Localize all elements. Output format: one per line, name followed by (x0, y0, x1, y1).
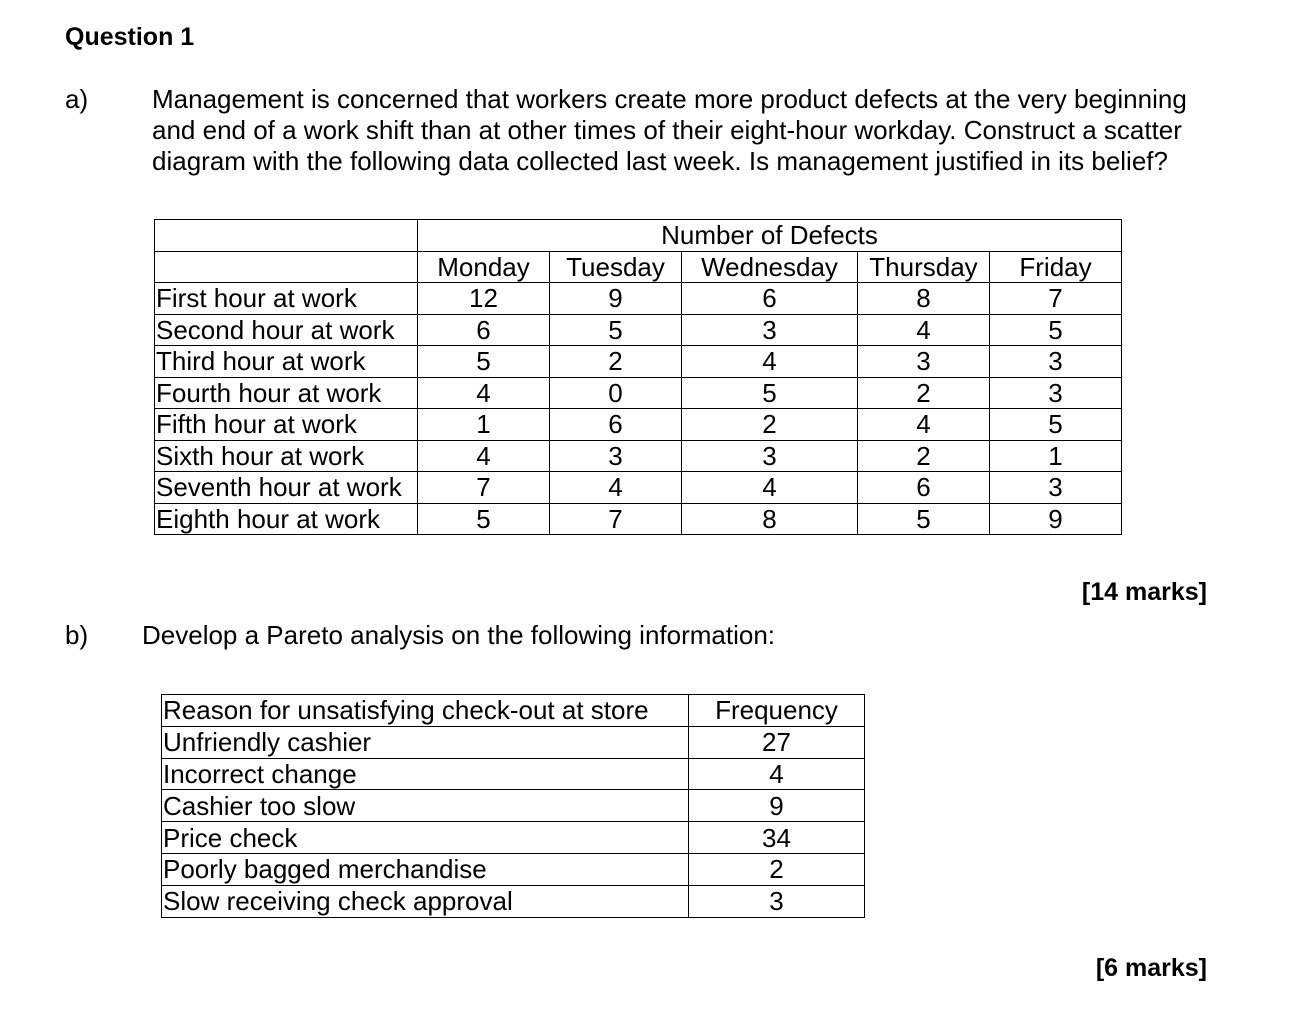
defects-row (155, 283, 1122, 315)
defect-count: 9 (550, 283, 682, 315)
defect-count: 7 (990, 283, 1122, 315)
reason-cell: Incorrect change (162, 758, 689, 790)
reason-cell: Cashier too slow (162, 790, 689, 822)
defect-count: 4 (418, 377, 550, 409)
defect-count: 8 (682, 503, 858, 535)
defect-count: 1 (418, 409, 550, 441)
part-a-text: Management is concerned that workers create more product defects at the very beginning and end of a work shift than at other times of their eight-hour workday. Construct a scatter diagram with the following data collected last week. Is management justified in its belief? (152, 84, 1187, 176)
defects-group-header-row (155, 220, 1122, 252)
reason-cell: Poorly bagged merchandise (162, 853, 689, 885)
defect-count: 6 (418, 314, 550, 346)
defect-count: 7 (418, 472, 550, 504)
defect-count: 5 (418, 346, 550, 378)
empty-header-cell (155, 251, 418, 283)
defect-count: 4 (418, 440, 550, 472)
hour-label: Eighth hour at work (155, 503, 418, 535)
reason-cell: Unfriendly cashier (162, 726, 689, 758)
frequency-header: Frequency (689, 695, 865, 727)
empty-header-cell (155, 220, 418, 252)
pareto-row (162, 885, 865, 917)
pareto-row (162, 790, 865, 822)
defect-count: 2 (550, 346, 682, 378)
defect-count: 6 (858, 472, 990, 504)
day-header: Wednesday (682, 251, 858, 283)
pareto-row (162, 822, 865, 854)
day-header: Monday (418, 251, 550, 283)
defect-count: 6 (550, 409, 682, 441)
defects-day-header-row (155, 251, 1122, 283)
part-b-label: b) (65, 620, 89, 650)
part-a-marks: [14 marks] (1081, 578, 1207, 606)
defect-count: 5 (418, 503, 550, 535)
defect-count: 5 (990, 409, 1122, 441)
defect-count: 4 (858, 314, 990, 346)
pareto-header-row (162, 695, 865, 727)
hour-label: Sixth hour at work (155, 440, 418, 472)
defects-row (155, 346, 1122, 378)
defect-count: 3 (990, 472, 1122, 504)
defect-count: 3 (990, 346, 1122, 378)
pareto-row (162, 853, 865, 885)
hour-label: Fourth hour at work (155, 377, 418, 409)
day-header: Tuesday (550, 251, 682, 283)
part-b-marks: [6 marks] (1095, 954, 1207, 982)
defect-count: 0 (550, 377, 682, 409)
defects-row (155, 503, 1122, 535)
defects-table (154, 219, 1122, 535)
defect-count: 7 (550, 503, 682, 535)
defect-count: 3 (858, 346, 990, 378)
defects-row (155, 377, 1122, 409)
defect-count: 4 (682, 346, 858, 378)
defects-row (155, 472, 1122, 504)
hour-label: Fifth hour at work (155, 409, 418, 441)
frequency-cell: 9 (689, 790, 865, 822)
defect-count: 2 (858, 377, 990, 409)
defect-count: 9 (990, 503, 1122, 535)
defect-count: 1 (990, 440, 1122, 472)
day-header: Thursday (858, 251, 990, 283)
question-heading: Question 1 (65, 23, 195, 51)
defect-count: 2 (682, 409, 858, 441)
reason-cell: Price check (162, 822, 689, 854)
pareto-row (162, 726, 865, 758)
defect-count: 2 (858, 440, 990, 472)
defect-count: 3 (682, 314, 858, 346)
defect-count: 8 (858, 283, 990, 315)
defect-count: 4 (682, 472, 858, 504)
pareto-row (162, 758, 865, 790)
defect-count: 5 (682, 377, 858, 409)
defect-count: 5 (858, 503, 990, 535)
defect-count: 3 (990, 377, 1122, 409)
defect-count: 3 (550, 440, 682, 472)
hour-label: Third hour at work (155, 346, 418, 378)
defects-row (155, 314, 1122, 346)
reason-cell: Slow receiving check approval (162, 885, 689, 917)
frequency-cell: 34 (689, 822, 865, 854)
defect-count: 5 (990, 314, 1122, 346)
hour-label: Seventh hour at work (155, 472, 418, 504)
defects-row (155, 440, 1122, 472)
day-header: Friday (990, 251, 1122, 283)
part-a-label: a) (65, 84, 89, 114)
defect-count: 12 (418, 283, 550, 315)
hour-label: First hour at work (155, 283, 418, 315)
defect-count: 5 (550, 314, 682, 346)
reason-header: Reason for unsatisfying check-out at store (162, 695, 689, 727)
part-b-text: Develop a Pareto analysis on the following information: (142, 620, 776, 650)
defects-group-header: Number of Defects (418, 220, 1122, 252)
frequency-cell: 4 (689, 758, 865, 790)
pareto-table (161, 694, 865, 918)
defect-count: 6 (682, 283, 858, 315)
defect-count: 4 (550, 472, 682, 504)
frequency-cell: 2 (689, 853, 865, 885)
defects-row (155, 409, 1122, 441)
defect-count: 3 (682, 440, 858, 472)
frequency-cell: 27 (689, 726, 865, 758)
defect-count: 4 (858, 409, 990, 441)
hour-label: Second hour at work (155, 314, 418, 346)
frequency-cell: 3 (689, 885, 865, 917)
